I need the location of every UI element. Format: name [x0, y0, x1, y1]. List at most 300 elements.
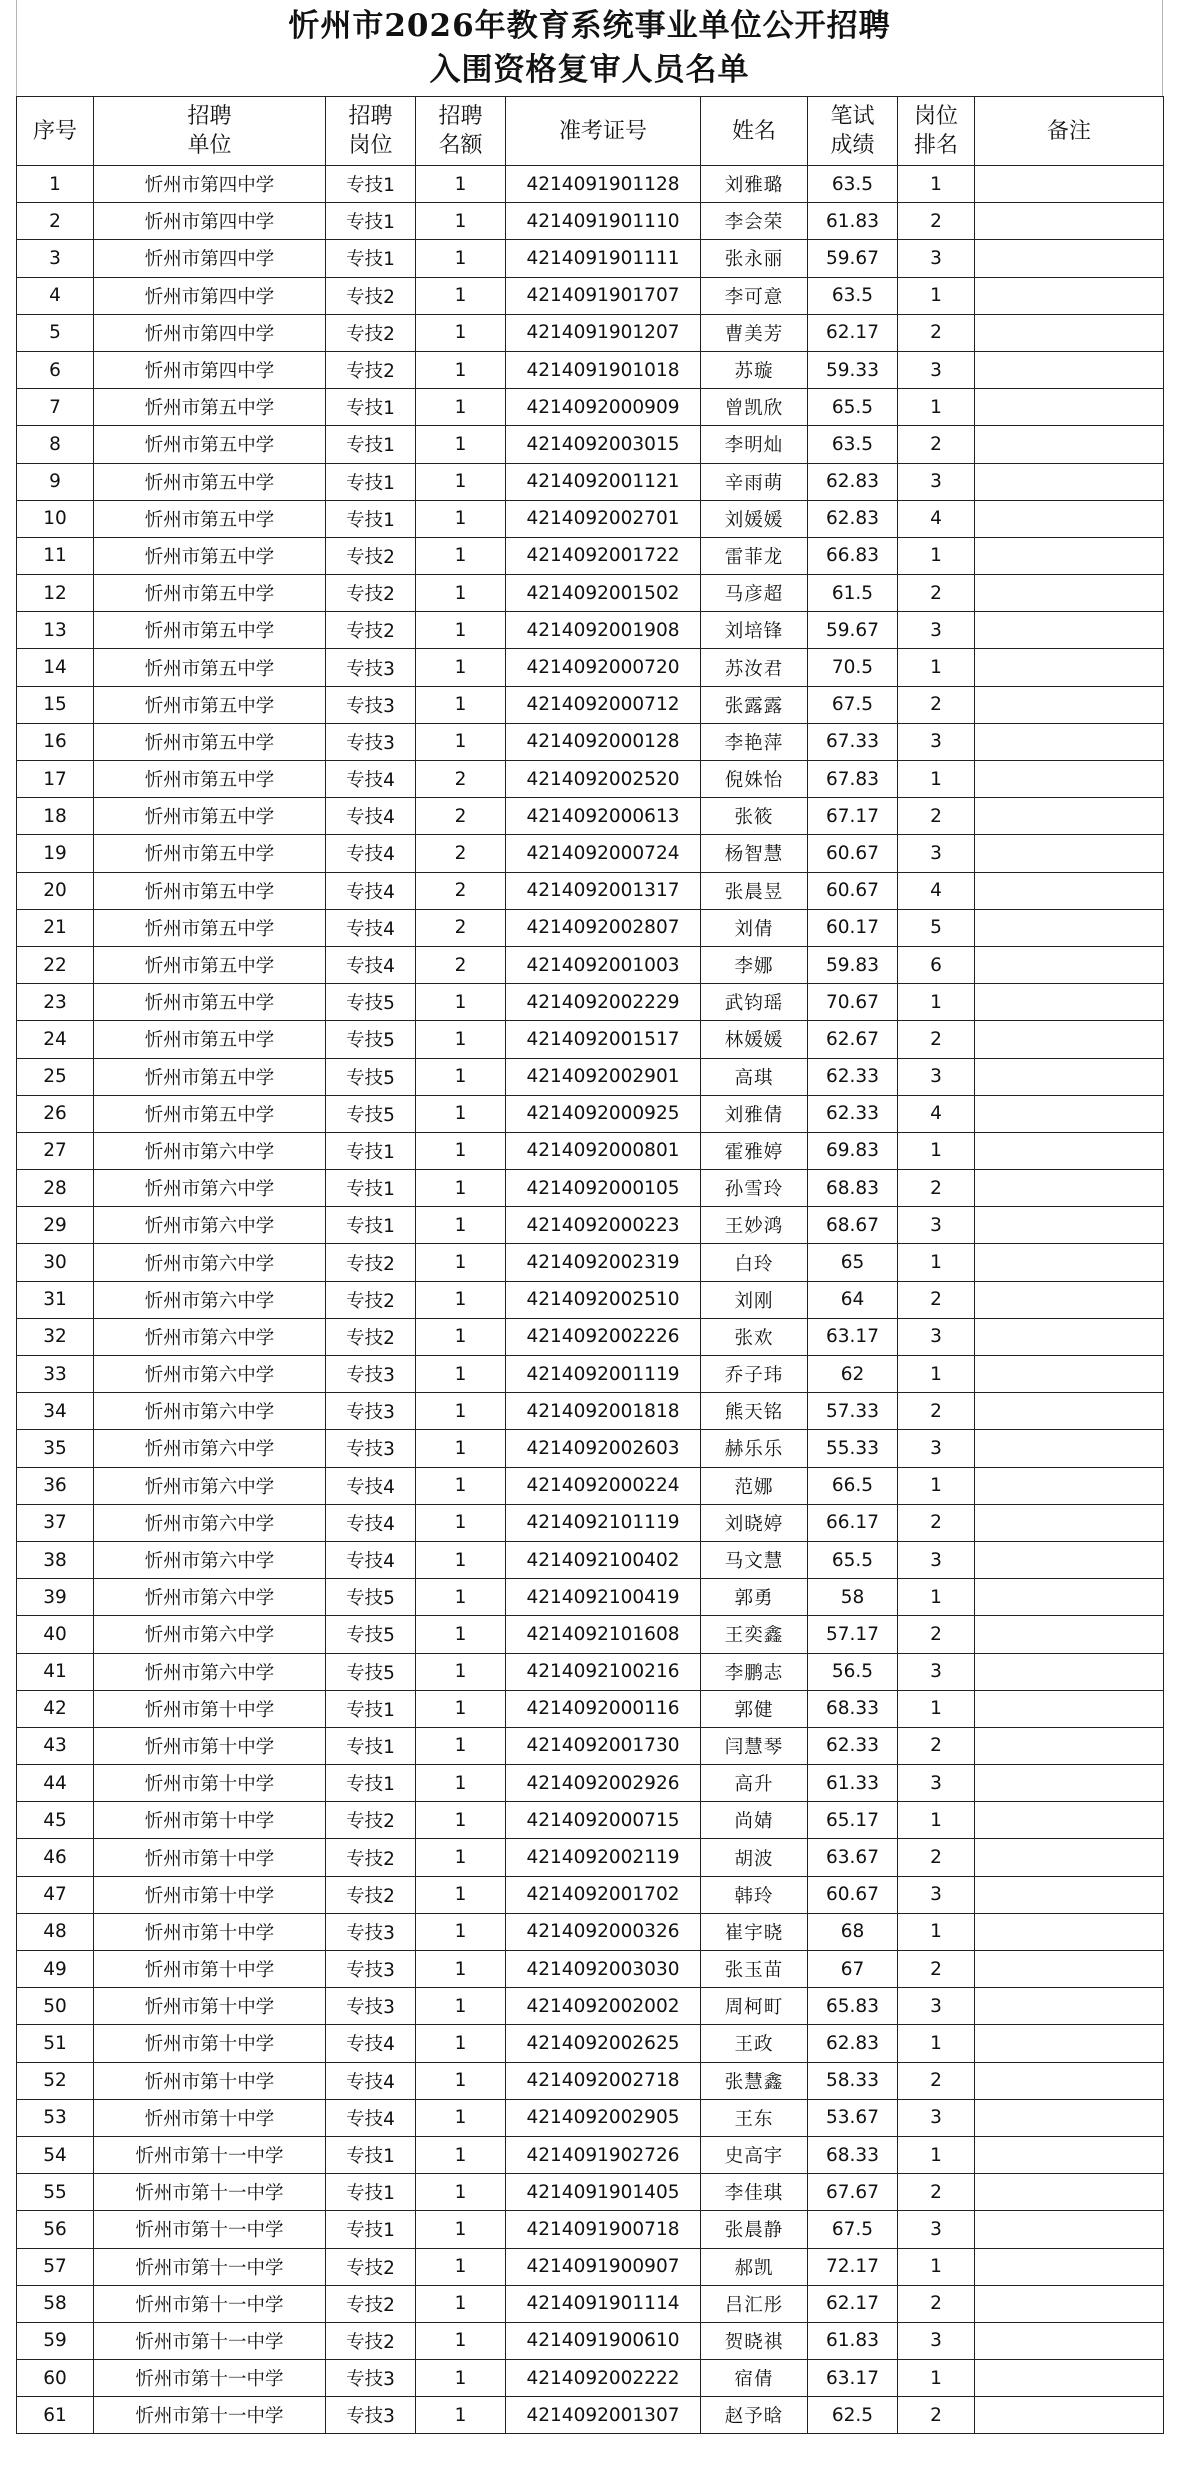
- cell-score: 62.83: [808, 500, 898, 537]
- cell-score: 59.33: [808, 351, 898, 388]
- cell-name: 李艳萍: [701, 723, 808, 760]
- table-row: [17, 1504, 1164, 1541]
- cell-rank: 3: [898, 351, 975, 388]
- cell-seq: 23: [17, 984, 94, 1021]
- header-rank: 岗位 排名: [898, 97, 975, 166]
- cell-note: [975, 946, 1164, 983]
- cell-unit: 忻州市第四中学: [94, 166, 326, 203]
- cell-seq: 11: [17, 537, 94, 574]
- table-row: [17, 575, 1164, 612]
- cell-name: 张永丽: [701, 240, 808, 277]
- table-row: [17, 984, 1164, 1021]
- cell-quota: 1: [416, 2211, 506, 2248]
- cell-ticket: 4214092000724: [506, 835, 701, 872]
- cell-name: 霍雅婷: [701, 1132, 808, 1169]
- cell-name: 史高宇: [701, 2136, 808, 2173]
- cell-score: 62.83: [808, 463, 898, 500]
- cell-unit: 忻州市第十中学: [94, 1988, 326, 2025]
- cell-quota: 1: [416, 2136, 506, 2173]
- cell-unit: 忻州市第六中学: [94, 1170, 326, 1207]
- header-unit: 招聘 单位: [94, 97, 326, 166]
- cell-note: [975, 723, 1164, 760]
- cell-post: 专技3: [326, 1356, 416, 1393]
- header-note: 备注: [975, 97, 1164, 166]
- cell-quota: 1: [416, 1616, 506, 1653]
- cell-seq: 54: [17, 2136, 94, 2173]
- table-row: [17, 612, 1164, 649]
- cell-rank: 2: [898, 426, 975, 463]
- table-row: [17, 798, 1164, 835]
- cell-quota: 1: [416, 2174, 506, 2211]
- cell-note: [975, 1876, 1164, 1913]
- cell-name: 贺晓祺: [701, 2322, 808, 2359]
- table-row: [17, 1690, 1164, 1727]
- cell-score: 67.17: [808, 798, 898, 835]
- cell-seq: 14: [17, 649, 94, 686]
- cell-ticket: 4214092003015: [506, 426, 701, 463]
- cell-seq: 4: [17, 277, 94, 314]
- cell-name: 吕汇彤: [701, 2285, 808, 2322]
- cell-note: [975, 1318, 1164, 1355]
- cell-score: 60.67: [808, 1876, 898, 1913]
- cell-note: [975, 2322, 1164, 2359]
- cell-ticket: 4214091901018: [506, 351, 701, 388]
- cell-name: 马文慧: [701, 1541, 808, 1578]
- cell-name: 郝凯: [701, 2248, 808, 2285]
- cell-score: 70.5: [808, 649, 898, 686]
- cell-name: 王奕鑫: [701, 1616, 808, 1653]
- cell-ticket: 4214091901111: [506, 240, 701, 277]
- cell-ticket: 4214092101608: [506, 1616, 701, 1653]
- table-row: [17, 1467, 1164, 1504]
- cell-rank: 3: [898, 463, 975, 500]
- cell-ticket: 4214091901707: [506, 277, 701, 314]
- cell-seq: 15: [17, 686, 94, 723]
- cell-rank: 1: [898, 1913, 975, 1950]
- cell-unit: 忻州市第十中学: [94, 1876, 326, 1913]
- cell-ticket: 4214092001722: [506, 537, 701, 574]
- cell-note: [975, 1616, 1164, 1653]
- cell-name: 刘培锋: [701, 612, 808, 649]
- table-row: [17, 1913, 1164, 1950]
- cell-seq: 33: [17, 1356, 94, 1393]
- cell-ticket: 4214092002901: [506, 1058, 701, 1095]
- cell-rank: 2: [898, 686, 975, 723]
- cell-post: 专技1: [326, 2174, 416, 2211]
- cell-name: 白玲: [701, 1244, 808, 1281]
- cell-note: [975, 537, 1164, 574]
- cell-rank: 3: [898, 240, 975, 277]
- cell-ticket: 4214092000925: [506, 1095, 701, 1132]
- cell-name: 胡波: [701, 1839, 808, 1876]
- cell-rank: 2: [898, 2062, 975, 2099]
- cell-rank: 3: [898, 612, 975, 649]
- cell-rank: 1: [898, 984, 975, 1021]
- cell-score: 61.83: [808, 2322, 898, 2359]
- cell-rank: 1: [898, 166, 975, 203]
- cell-score: 65.83: [808, 1988, 898, 2025]
- cell-rank: 1: [898, 2360, 975, 2397]
- cell-unit: 忻州市第六中学: [94, 1132, 326, 1169]
- table-row: [17, 1318, 1164, 1355]
- cell-unit: 忻州市第五中学: [94, 1095, 326, 1132]
- cell-name: 刘雅倩: [701, 1095, 808, 1132]
- header-ticket: 准考证号: [506, 97, 701, 166]
- cell-ticket: 4214091901405: [506, 2174, 701, 2211]
- cell-score: 64: [808, 1281, 898, 1318]
- cell-post: 专技2: [326, 2285, 416, 2322]
- cell-quota: 1: [416, 1170, 506, 1207]
- cell-note: [975, 500, 1164, 537]
- cell-post: 专技4: [326, 1467, 416, 1504]
- table-row: [17, 1876, 1164, 1913]
- cell-rank: 2: [898, 1021, 975, 1058]
- cell-quota: 1: [416, 575, 506, 612]
- cell-note: [975, 1095, 1164, 1132]
- cell-quota: 1: [416, 1095, 506, 1132]
- cell-note: [975, 2025, 1164, 2062]
- cell-score: 63.17: [808, 2360, 898, 2397]
- cell-quota: 1: [416, 166, 506, 203]
- cell-score: 68.67: [808, 1207, 898, 1244]
- cell-quota: 2: [416, 946, 506, 983]
- table-row: [17, 240, 1164, 277]
- cell-name: 马彦超: [701, 575, 808, 612]
- cell-rank: 2: [898, 1170, 975, 1207]
- cell-seq: 50: [17, 1988, 94, 2025]
- cell-score: 68.83: [808, 1170, 898, 1207]
- cell-score: 59.83: [808, 946, 898, 983]
- cell-post: 专技5: [326, 1058, 416, 1095]
- cell-unit: 忻州市第十一中学: [94, 2397, 326, 2434]
- cell-quota: 1: [416, 1727, 506, 1764]
- cell-rank: 2: [898, 798, 975, 835]
- table-row: [17, 2174, 1164, 2211]
- cell-rank: 2: [898, 2397, 975, 2434]
- cell-score: 65.17: [808, 1802, 898, 1839]
- cell-post: 专技3: [326, 1393, 416, 1430]
- cell-score: 67.33: [808, 723, 898, 760]
- cell-rank: 1: [898, 2248, 975, 2285]
- cell-post: 专技4: [326, 909, 416, 946]
- cell-seq: 40: [17, 1616, 94, 1653]
- cell-post: 专技2: [326, 1244, 416, 1281]
- cell-note: [975, 240, 1164, 277]
- cell-post: 专技5: [326, 1095, 416, 1132]
- table-row: [17, 1095, 1164, 1132]
- cell-unit: 忻州市第六中学: [94, 1504, 326, 1541]
- table-row: [17, 2248, 1164, 2285]
- cell-quota: 1: [416, 1430, 506, 1467]
- cell-note: [975, 798, 1164, 835]
- cell-note: [975, 203, 1164, 240]
- cell-score: 67.5: [808, 2211, 898, 2248]
- cell-post: 专技4: [326, 1541, 416, 1578]
- cell-quota: 1: [416, 686, 506, 723]
- cell-ticket: 4214091901207: [506, 314, 701, 351]
- cell-unit: 忻州市第十一中学: [94, 2211, 326, 2248]
- cell-ticket: 4214091901114: [506, 2285, 701, 2322]
- cell-ticket: 4214092002119: [506, 1839, 701, 1876]
- cell-note: [975, 1504, 1164, 1541]
- cell-name: 张玉苗: [701, 1951, 808, 1988]
- table-body: [17, 166, 1164, 2434]
- cell-ticket: 4214092001003: [506, 946, 701, 983]
- cell-rank: 1: [898, 1579, 975, 1616]
- cell-post: 专技5: [326, 1021, 416, 1058]
- document-title: [16, 0, 1163, 96]
- cell-seq: 58: [17, 2285, 94, 2322]
- cell-post: 专技4: [326, 2025, 416, 2062]
- cell-note: [975, 1765, 1164, 1802]
- cell-ticket: 4214091901128: [506, 166, 701, 203]
- cell-score: 67.83: [808, 761, 898, 798]
- cell-quota: 1: [416, 1988, 506, 2025]
- cell-unit: 忻州市第五中学: [94, 1021, 326, 1058]
- cell-seq: 21: [17, 909, 94, 946]
- cell-unit: 忻州市第十中学: [94, 1839, 326, 1876]
- cell-post: 专技3: [326, 1951, 416, 1988]
- cell-ticket: 4214092003030: [506, 1951, 701, 1988]
- cell-score: 61.5: [808, 575, 898, 612]
- cell-seq: 25: [17, 1058, 94, 1095]
- cell-ticket: 4214092001502: [506, 575, 701, 612]
- cell-post: 专技1: [326, 389, 416, 426]
- cell-seq: 20: [17, 872, 94, 909]
- cell-post: 专技4: [326, 2062, 416, 2099]
- cell-score: 58: [808, 1579, 898, 1616]
- cell-post: 专技3: [326, 649, 416, 686]
- cell-unit: 忻州市第十中学: [94, 2062, 326, 2099]
- cell-score: 62: [808, 1356, 898, 1393]
- table-row: [17, 2062, 1164, 2099]
- cell-unit: 忻州市第五中学: [94, 686, 326, 723]
- cell-name: 乔子玮: [701, 1356, 808, 1393]
- cell-ticket: 4214092000720: [506, 649, 701, 686]
- cell-quota: 1: [416, 1541, 506, 1578]
- cell-post: 专技4: [326, 2099, 416, 2136]
- cell-name: 张晨静: [701, 2211, 808, 2248]
- cell-ticket: 4214092001119: [506, 1356, 701, 1393]
- cell-quota: 2: [416, 798, 506, 835]
- cell-name: 范娜: [701, 1467, 808, 1504]
- cell-ticket: 4214092001307: [506, 2397, 701, 2434]
- cell-unit: 忻州市第四中学: [94, 314, 326, 351]
- cell-post: 专技2: [326, 1281, 416, 1318]
- cell-name: 李可意: [701, 277, 808, 314]
- cell-ticket: 4214092002520: [506, 761, 701, 798]
- cell-ticket: 4214092000224: [506, 1467, 701, 1504]
- cell-name: 辛雨萌: [701, 463, 808, 500]
- cell-note: [975, 1839, 1164, 1876]
- cell-post: 专技2: [326, 1802, 416, 1839]
- cell-seq: 29: [17, 1207, 94, 1244]
- cell-unit: 忻州市第五中学: [94, 761, 326, 798]
- cell-seq: 52: [17, 2062, 94, 2099]
- cell-post: 专技4: [326, 872, 416, 909]
- cell-unit: 忻州市第四中学: [94, 351, 326, 388]
- cell-rank: 1: [898, 1802, 975, 1839]
- cell-name: 宿倩: [701, 2360, 808, 2397]
- cell-score: 65: [808, 1244, 898, 1281]
- cell-note: [975, 1393, 1164, 1430]
- cell-name: 武钧瑶: [701, 984, 808, 1021]
- cell-unit: 忻州市第五中学: [94, 463, 326, 500]
- cell-unit: 忻州市第十一中学: [94, 2248, 326, 2285]
- cell-ticket: 4214092001121: [506, 463, 701, 500]
- cell-seq: 27: [17, 1132, 94, 1169]
- cell-post: 专技1: [326, 1132, 416, 1169]
- table-row: [17, 2285, 1164, 2322]
- cell-name: 崔宇晓: [701, 1913, 808, 1950]
- cell-note: [975, 1579, 1164, 1616]
- cell-note: [975, 314, 1164, 351]
- cell-score: 66.17: [808, 1504, 898, 1541]
- cell-score: 57.33: [808, 1393, 898, 1430]
- cell-rank: 3: [898, 1207, 975, 1244]
- cell-post: 专技3: [326, 1913, 416, 1950]
- cell-post: 专技2: [326, 2248, 416, 2285]
- cell-score: 69.83: [808, 1132, 898, 1169]
- cell-post: 专技1: [326, 1170, 416, 1207]
- cell-post: 专技2: [326, 2322, 416, 2359]
- title-line-1: 忻州市2026年教育系统事业单位公开招聘: [288, 8, 891, 44]
- cell-ticket: 4214091901110: [506, 203, 701, 240]
- cell-unit: 忻州市第六中学: [94, 1653, 326, 1690]
- table-row: [17, 203, 1164, 240]
- cell-seq: 30: [17, 1244, 94, 1281]
- cell-score: 67.5: [808, 686, 898, 723]
- cell-unit: 忻州市第六中学: [94, 1318, 326, 1355]
- cell-ticket: 4214092000326: [506, 1913, 701, 1950]
- cell-unit: 忻州市第十一中学: [94, 2174, 326, 2211]
- cell-unit: 忻州市第五中学: [94, 389, 326, 426]
- cell-name: 曾凯欣: [701, 389, 808, 426]
- cell-score: 55.33: [808, 1430, 898, 1467]
- cell-rank: 1: [898, 1690, 975, 1727]
- cell-note: [975, 649, 1164, 686]
- cell-seq: 38: [17, 1541, 94, 1578]
- cell-quota: 1: [416, 463, 506, 500]
- cell-quota: 1: [416, 723, 506, 760]
- table-row: [17, 909, 1164, 946]
- cell-name: 刘雅璐: [701, 166, 808, 203]
- cell-score: 62.5: [808, 2397, 898, 2434]
- cell-score: 62.17: [808, 2285, 898, 2322]
- cell-quota: 1: [416, 1207, 506, 1244]
- cell-seq: 60: [17, 2360, 94, 2397]
- table-row: [17, 1132, 1164, 1169]
- cell-post: 专技1: [326, 203, 416, 240]
- cell-name: 林媛媛: [701, 1021, 808, 1058]
- cell-score: 62.33: [808, 1058, 898, 1095]
- table-row: [17, 1207, 1164, 1244]
- cell-note: [975, 2062, 1164, 2099]
- cell-ticket: 4214091902726: [506, 2136, 701, 2173]
- cell-ticket: 4214092000715: [506, 1802, 701, 1839]
- cell-post: 专技5: [326, 1579, 416, 1616]
- cell-ticket: 4214092002319: [506, 1244, 701, 1281]
- cell-score: 60.67: [808, 872, 898, 909]
- cell-seq: 36: [17, 1467, 94, 1504]
- cell-note: [975, 1951, 1164, 1988]
- table-row: [17, 500, 1164, 537]
- cell-quota: 1: [416, 500, 506, 537]
- table-row: [17, 1393, 1164, 1430]
- cell-name: 张筱: [701, 798, 808, 835]
- cell-unit: 忻州市第五中学: [94, 500, 326, 537]
- cell-seq: 26: [17, 1095, 94, 1132]
- cell-post: 专技2: [326, 314, 416, 351]
- cell-quota: 1: [416, 1318, 506, 1355]
- cell-name: 李娜: [701, 946, 808, 983]
- cell-note: [975, 612, 1164, 649]
- cell-unit: 忻州市第十一中学: [94, 2322, 326, 2359]
- cell-unit: 忻州市第五中学: [94, 835, 326, 872]
- cell-score: 66.5: [808, 1467, 898, 1504]
- cell-unit: 忻州市第六中学: [94, 1467, 326, 1504]
- cell-ticket: 4214092002510: [506, 1281, 701, 1318]
- cell-seq: 16: [17, 723, 94, 760]
- cell-unit: 忻州市第十中学: [94, 2025, 326, 2062]
- cell-unit: 忻州市第十中学: [94, 1690, 326, 1727]
- cell-rank: 2: [898, 1393, 975, 1430]
- cell-score: 62.33: [808, 1095, 898, 1132]
- cell-seq: 24: [17, 1021, 94, 1058]
- cell-quota: 1: [416, 1839, 506, 1876]
- table-row: [17, 1951, 1164, 1988]
- cell-post: 专技2: [326, 537, 416, 574]
- cell-seq: 57: [17, 2248, 94, 2285]
- cell-post: 专技2: [326, 277, 416, 314]
- cell-ticket: 4214092000909: [506, 389, 701, 426]
- cell-ticket: 4214092002926: [506, 1765, 701, 1802]
- cell-post: 专技2: [326, 1876, 416, 1913]
- table-row: [17, 389, 1164, 426]
- cell-seq: 56: [17, 2211, 94, 2248]
- cell-rank: 4: [898, 1095, 975, 1132]
- cell-seq: 45: [17, 1802, 94, 1839]
- cell-score: 56.5: [808, 1653, 898, 1690]
- cell-post: 专技5: [326, 1653, 416, 1690]
- cell-quota: 1: [416, 1579, 506, 1616]
- cell-note: [975, 2360, 1164, 2397]
- cell-ticket: 4214092000712: [506, 686, 701, 723]
- cell-ticket: 4214092002222: [506, 2360, 701, 2397]
- cell-note: [975, 872, 1164, 909]
- cell-ticket: 4214091900610: [506, 2322, 701, 2359]
- cell-quota: 1: [416, 1876, 506, 1913]
- cell-unit: 忻州市第五中学: [94, 1058, 326, 1095]
- cell-rank: 4: [898, 500, 975, 537]
- cell-unit: 忻州市第四中学: [94, 203, 326, 240]
- cell-seq: 32: [17, 1318, 94, 1355]
- cell-note: [975, 2211, 1164, 2248]
- cell-rank: 1: [898, 649, 975, 686]
- cell-rank: 1: [898, 1244, 975, 1281]
- cell-score: 67.67: [808, 2174, 898, 2211]
- cell-rank: 1: [898, 1356, 975, 1393]
- cell-unit: 忻州市第十中学: [94, 1802, 326, 1839]
- cell-post: 专技2: [326, 1318, 416, 1355]
- cell-name: 李明灿: [701, 426, 808, 463]
- cell-quota: 2: [416, 872, 506, 909]
- cell-rank: 2: [898, 314, 975, 351]
- cell-note: [975, 1207, 1164, 1244]
- cell-quota: 1: [416, 277, 506, 314]
- cell-post: 专技2: [326, 351, 416, 388]
- table-row: [17, 872, 1164, 909]
